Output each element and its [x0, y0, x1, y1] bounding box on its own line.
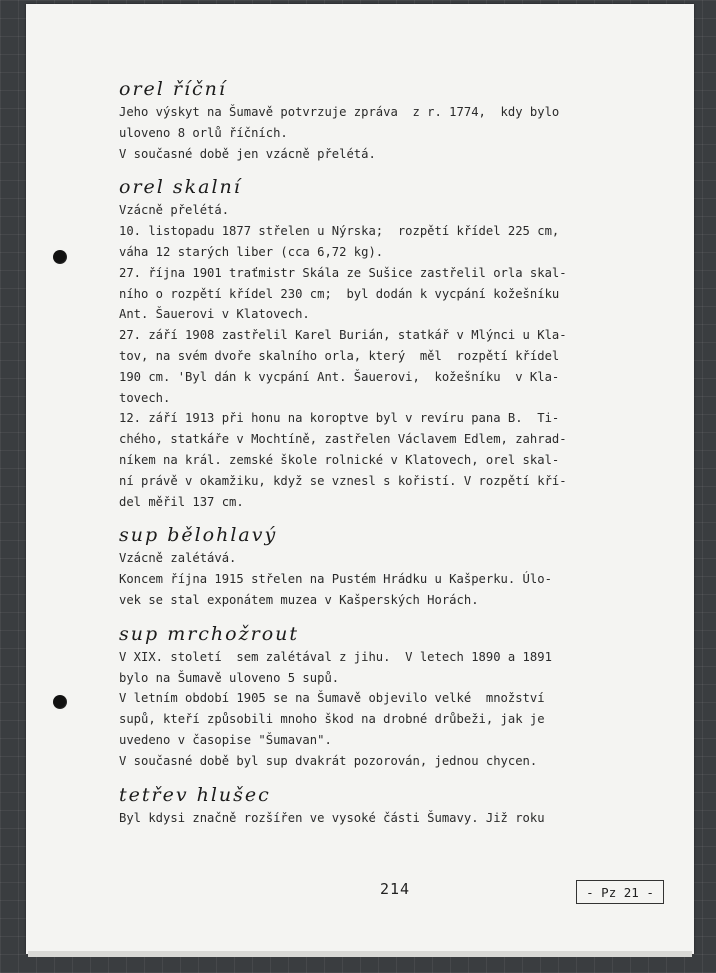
section-title: sup mrchožrout	[119, 622, 300, 645]
section-title: tetřev hlušec	[119, 783, 271, 806]
text-line: chého, statkáře v Mochtíně, zastřelen Václavem Edlem, zahrad-	[119, 432, 567, 447]
document-code-box: - Pz 21 -	[576, 880, 664, 904]
text-line: tovech.	[119, 390, 171, 405]
text-line: Vzácně zalétává.	[119, 551, 237, 566]
text-line: V současné době jen vzácně přelétá.	[119, 146, 376, 161]
punch-hole-top	[53, 250, 67, 264]
text-line: tov, na svém dvoře skalního orla, který měl rozpětí křídel	[119, 348, 560, 363]
section-title: orel skalní	[119, 176, 242, 199]
section-title: orel říční	[119, 78, 227, 100]
text-line: ní právě v okamžiku, když se vznesl s kořistí. V rozpětí kří-	[119, 473, 567, 488]
page-number: 214	[380, 880, 411, 898]
text-line: V letním období 1905 se na Šumavě objevilo velké množství	[119, 691, 545, 706]
page-bottom-edge	[28, 951, 692, 957]
text-line: 190 cm. 'Byl dán k vycpání Ant. Šauerovi, kožešníku v Kla-	[119, 369, 560, 384]
text-line: uvedeno v časopise "Šumavan".	[119, 732, 332, 747]
text-line: váha 12 starých liber (cca 6,72 kg).	[119, 244, 384, 259]
text-line: 27. října 1901 traťmistr Skála ze Sušice zastřelil orla skal-	[119, 265, 567, 280]
text-line: supů, kteří způsobili mnoho škod na drobné drůbeži, jak je	[119, 712, 545, 727]
text-line: Jeho výskyt na Šumavě potvrzuje zpráva z r. 1774, kdy bylo	[119, 105, 560, 119]
text-line: 12. září 1913 při honu na koroptve byl v revíru pana B. Ti-	[119, 411, 560, 426]
section-sup-belohlavy	[119, 522, 629, 610]
section-orel-skalni	[119, 174, 629, 512]
text-line: Vzácně přelétá.	[119, 203, 230, 218]
text-line: 27. září 1908 zastřelil Karel Burián, statkář v Mlýnci u Kla-	[119, 328, 567, 343]
text-line: del měřil 137 cm.	[119, 494, 244, 509]
section-title: sup bělohlavý	[119, 524, 278, 547]
section-sup-mrchozrout	[119, 621, 629, 772]
text-line: V XIX. století sem zalétával z jihu. V letech 1890 a 1891	[119, 649, 552, 664]
section-orel-ricni	[119, 76, 629, 164]
text-line: níkem na král. zemské škole rolnické v Klatovech, orel skal-	[119, 452, 560, 467]
punch-hole-bottom	[53, 695, 67, 709]
text-line: Byl kdysi značně rozšířen ve vysoké části Šumavy. Již roku	[119, 810, 545, 825]
text-line: uloveno 8 orlů říčních.	[119, 125, 288, 140]
text-line: Koncem října 1915 střelen na Pustém Hrádku u Kašperku. Úlo-	[119, 572, 552, 587]
text-line: bylo na Šumavě uloveno 5 supů.	[119, 670, 340, 685]
section-tetrev-hlusec	[119, 782, 629, 829]
text-line: Ant. Šauerovi v Klatovech.	[119, 307, 310, 322]
text-line: 10. listopadu 1877 střelen u Nýrska; rozpětí křídel 225 cm,	[119, 224, 560, 239]
document-body	[119, 76, 629, 838]
text-line: ního o rozpětí křídel 230 cm; byl dodán k vycpání kožešníku	[119, 286, 560, 301]
text-line: vek se stal exponátem muzea v Kašperských Horách.	[119, 592, 479, 607]
text-line: V současné době byl sup dvakrát pozorován, jednou chycen.	[119, 753, 538, 768]
